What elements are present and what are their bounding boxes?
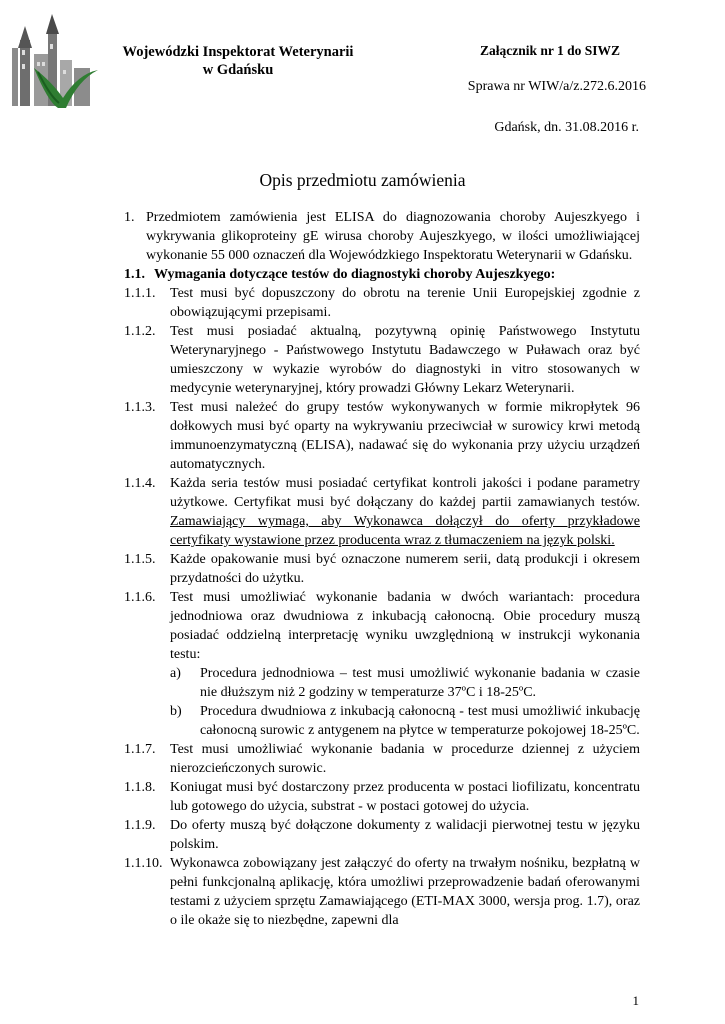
section-text: Wymagania dotyczące testów do diagnostyki choroby Aujeszkyego: [154, 267, 556, 282]
annex-label: Załącznik nr 1 do SIWZ [480, 43, 621, 58]
requirement-item [124, 398, 640, 474]
requirement-item [124, 854, 640, 930]
sub-item-text: Procedura jednodniowa – test musi umożliwić wykonanie badania w czasie nie dłuższym niż 2 godziny w temperaturze 37ºC i 18-25ºC. [200, 666, 640, 700]
requirement-number: 1.1.6. [124, 590, 156, 605]
org-line-1: Wojewódzki Inspektorat Weterynarii [122, 44, 354, 60]
requirement-number: 1.1.4. [124, 476, 156, 491]
requirement-item [124, 550, 640, 588]
section-number: 1.1. [124, 267, 145, 282]
requirement-number: 1.1.8. [124, 780, 156, 795]
requirement-number: 1.1.1. [124, 286, 156, 301]
sub-item [170, 702, 640, 740]
page-number: 1 [632, 993, 639, 1008]
requirement-text: Test musi umożliwiać wykonanie badania w procedurze dziennej z użyciem nierozcieńczonych surowic. [170, 742, 640, 776]
requirement-number: 1.1.10. [124, 856, 163, 871]
requirement-text: Każda seria testów musi posiadać certyfikat kontroli jakości i podane parametry użytkowe. Certyfikat musi być dołączany do każdej partii zamawianych testów. [170, 476, 640, 510]
requirement-item [124, 740, 640, 778]
page-title: Opis przedmiotu zamówienia [259, 170, 466, 190]
underlined-requirement: Zamawiający wymaga, aby Wykonawca dołączył do oferty przykładowe certyfikaty wystawione przez producenta wraz z tłumaczeniem na język polski. [170, 514, 640, 548]
document-body [124, 208, 640, 930]
requirement-number: 1.1.3. [124, 400, 156, 415]
requirement-item [124, 778, 640, 816]
organization-name [102, 43, 374, 79]
requirement-number: 1.1.5. [124, 552, 156, 567]
requirement-text: Test musi umożliwiać wykonanie badania w dwóch wariantach: procedura jednodniowa oraz dwudniowa z inkubacją całonocną. Obie procedury muszą posiadać oddzielną interpretację wyniku uwzględnioną w instrukcji wykonania testu: [170, 590, 640, 662]
requirement-text: Test musi posiadać aktualną, pozytywną opinię Państwowego Instytutu Weterynaryjnego - Państwowego Instytutu Badawczego w Puławach oraz być umieszczony w wykazie wyrobów do diagnostyki in vitro stosowanych w medycynie weterynaryjnej, który prowadzi Główny Lekarz Weterynarii. [170, 324, 640, 396]
sub-item-label: b) [170, 704, 182, 719]
requirement-text: Wykonawca zobowiązany jest załączyć do oferty na trwałym nośniku, bezpłatną w pełni funkcjonalną aplikację, która umożliwi przeprowadzenie badań oferowanymi testami z użyciem sprzętu Zamawiającego (ETI-MAX 3000, wersja prog. 1.7), oraz o ile okaże się to niezbędne, zapewni dla [170, 856, 640, 928]
list-item [124, 208, 640, 265]
requirement-text: Test musi należeć do grupy testów wykonywanych w formie mikropłytek 96 dołkowych musi być oparty na wykrywaniu przeciwciał w surowicy krwi metodą immunoenzymatyczną (ELISA), nadawać się do wykonania przy użyciu urządzeń automatycznych. [170, 400, 640, 472]
requirement-text: Do oferty muszą być dołączone dokumenty z walidacji pierwotnej testu w języku polskim. [170, 818, 640, 852]
requirement-item [124, 284, 640, 322]
sub-item-label: a) [170, 666, 181, 681]
requirement-item [124, 474, 640, 550]
case-number: Sprawa nr WIW/a/z.272.6.2016 [467, 79, 646, 94]
document-date: Gdańsk, dn. 31.08.2016 r. [494, 120, 639, 135]
requirement-item [124, 588, 640, 664]
item-text: Przedmiotem zamówienia jest ELISA do diagnozowania choroby Aujeszkyego i wykrywania glikoproteiny gE wirusa choroby Aujeszkyego, w ilości umożliwiającej wykonanie 55 000 oznaczeń dla Wojewódzkiego Inspektoratu Weterynarii w Gdańsku. [146, 210, 640, 263]
requirement-item [124, 816, 640, 854]
requirement-number: 1.1.7. [124, 742, 156, 757]
sub-item [170, 664, 640, 702]
requirement-text: Test musi być dopuszczony do obrotu na terenie Unii Europejskiej zgodnie z obowiązującymi przepisami. [170, 286, 640, 320]
requirement-text: Koniugat musi być dostarczony przez producenta w postaci liofilizatu, koncentratu lub gotowego do użycia, substrat - w postaci gotowej do użycia. [170, 780, 640, 814]
section-heading [124, 265, 640, 284]
requirement-text: Każde opakowanie musi być oznaczone numerem serii, datą produkcji i okresem przydatności do użytku. [170, 552, 640, 586]
requirement-number: 1.1.9. [124, 818, 156, 833]
item-number: 1. [124, 210, 135, 225]
requirement-item [124, 322, 640, 398]
requirement-text-block [170, 474, 640, 550]
org-line-2: w Gdańsku [202, 62, 274, 78]
sub-item-text: Procedura dwudniowa z inkubacją całonocną - test musi umożliwić inkubację całonocną surowic z antygenem na płytce w temperaturze pokojowej 18-25ºC. [200, 704, 640, 738]
requirement-number: 1.1.2. [124, 324, 156, 339]
inspectorate-logo [8, 10, 100, 110]
